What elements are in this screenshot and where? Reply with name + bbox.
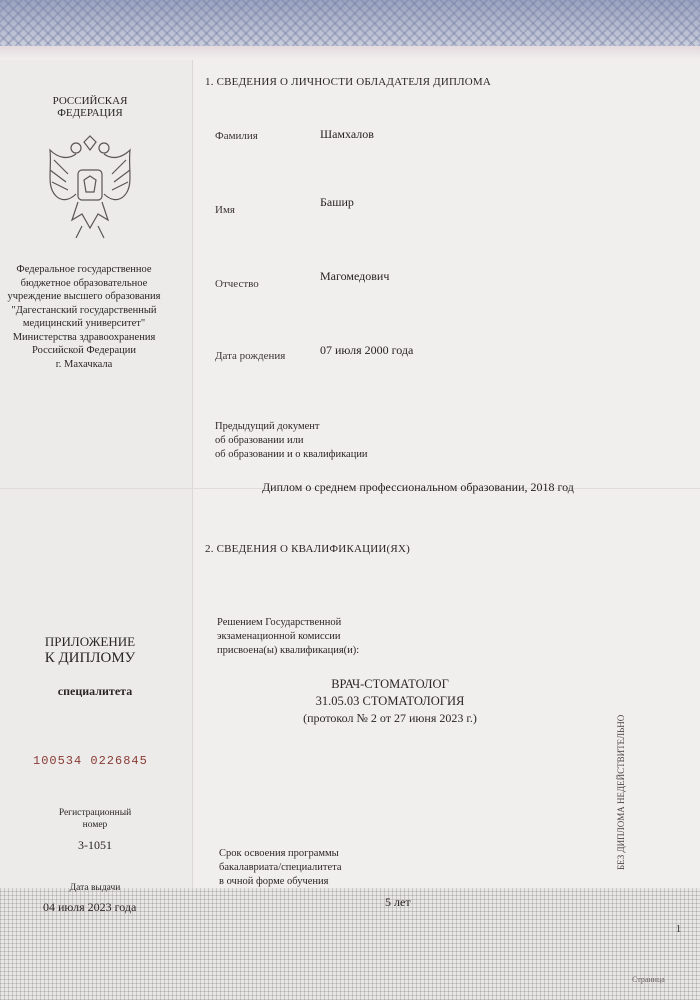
issue-date: 04 июля 2023 года [43,900,137,914]
study-duration-label-line: Срок освоения программы [219,848,339,859]
birth-date-value: 07 июля 2000 года [320,343,414,357]
institution-line: медицинский университет" [22,318,146,329]
page-number: 1 [676,924,681,935]
previous-document-label [215,420,368,462]
commission-decision-line: Решением Государственной [217,617,342,628]
security-pattern-fade [0,46,700,60]
section1-heading: 1. СВЕДЕНИЯ О ЛИЧНОСТИ ОБЛАДАТЕЛЯ ДИПЛОМА [205,76,492,88]
appendix-title [20,633,160,667]
protocol: (протокол № 2 от 27 июня 2023 г.) [303,711,477,725]
study-duration-label-line: бакалавриата/специалитета [219,862,342,873]
column-divider [192,60,193,940]
appendix-title-line: ПРИЛОЖЕНИЕ [44,634,136,649]
previous-document-label-line: об образовании и о квалификации [215,449,368,460]
name-label: Имя [215,204,235,216]
commission-decision-label [217,616,359,658]
country-title-line: ФЕДЕРАЦИЯ [57,107,123,119]
study-duration-value: 5 лет [385,895,411,909]
coat-of-arms-icon [38,130,142,242]
institution-line: Федеральное государственное [16,264,152,275]
institution-line: Министерства здравоохранения [12,331,156,343]
surname-label: Фамилия [215,130,258,142]
institution-name [0,263,168,371]
registration-label [40,807,150,831]
birth-date-label: Дата рождения [215,350,286,362]
section2-heading: 2. СВЕДЕНИЯ О КВАЛИФИКАЦИИ(ЯХ) [205,543,410,555]
patronymic-label: Отчество [215,278,259,290]
registration-label-line: номер [82,820,108,830]
commission-decision-line: экзаменационной комиссии [217,631,341,642]
security-pattern-band [0,0,700,46]
institution-line: Российской Федерации [32,345,136,356]
appendix-title-line: К ДИПЛОМУ [44,650,136,666]
registration-number: 3-1051 [78,838,112,852]
qualification-title: ВРАЧ-СТОМАТОЛОГ [331,677,449,691]
institution-line: учреждение высшего образования [7,291,161,302]
specialty: 31.05.03 СТОМАТОЛОГИЯ [315,694,465,708]
study-duration-label [219,847,342,889]
surname-value: Шамхалов [320,127,374,141]
country-title-line: РОССИЙСКАЯ [52,95,128,107]
corner-note: Страница [632,975,665,984]
commission-decision-line: присвоена(ы) квалификация(и): [217,645,360,656]
previous-document-label-line: Предыдущий документ [215,421,320,432]
study-duration-label-line: в очной форме обучения [219,876,329,887]
previous-document-value: Диплом о среднем профессиональном образовании, 2018 год [262,480,574,494]
degree-type: специалитета [57,684,133,698]
patronymic-value: Магомедович [320,269,390,283]
country-title [40,95,140,119]
institution-line: "Дагестанский государственный [11,304,157,316]
previous-document-label-line: об образовании или [215,435,304,446]
institution-line: бюджетное образовательное [20,277,148,289]
serial-number: 100534 0226845 [33,754,148,768]
issue-date-label: Дата выдачи [69,883,121,893]
validity-side-note: БЕЗ ДИПЛОМА НЕДЕЙСТВИТЕЛЬНО [616,714,626,870]
name-value: Башир [320,195,354,209]
institution-line: г. Махачкала [55,358,113,370]
registration-label-line: Регистрационный [58,808,132,818]
